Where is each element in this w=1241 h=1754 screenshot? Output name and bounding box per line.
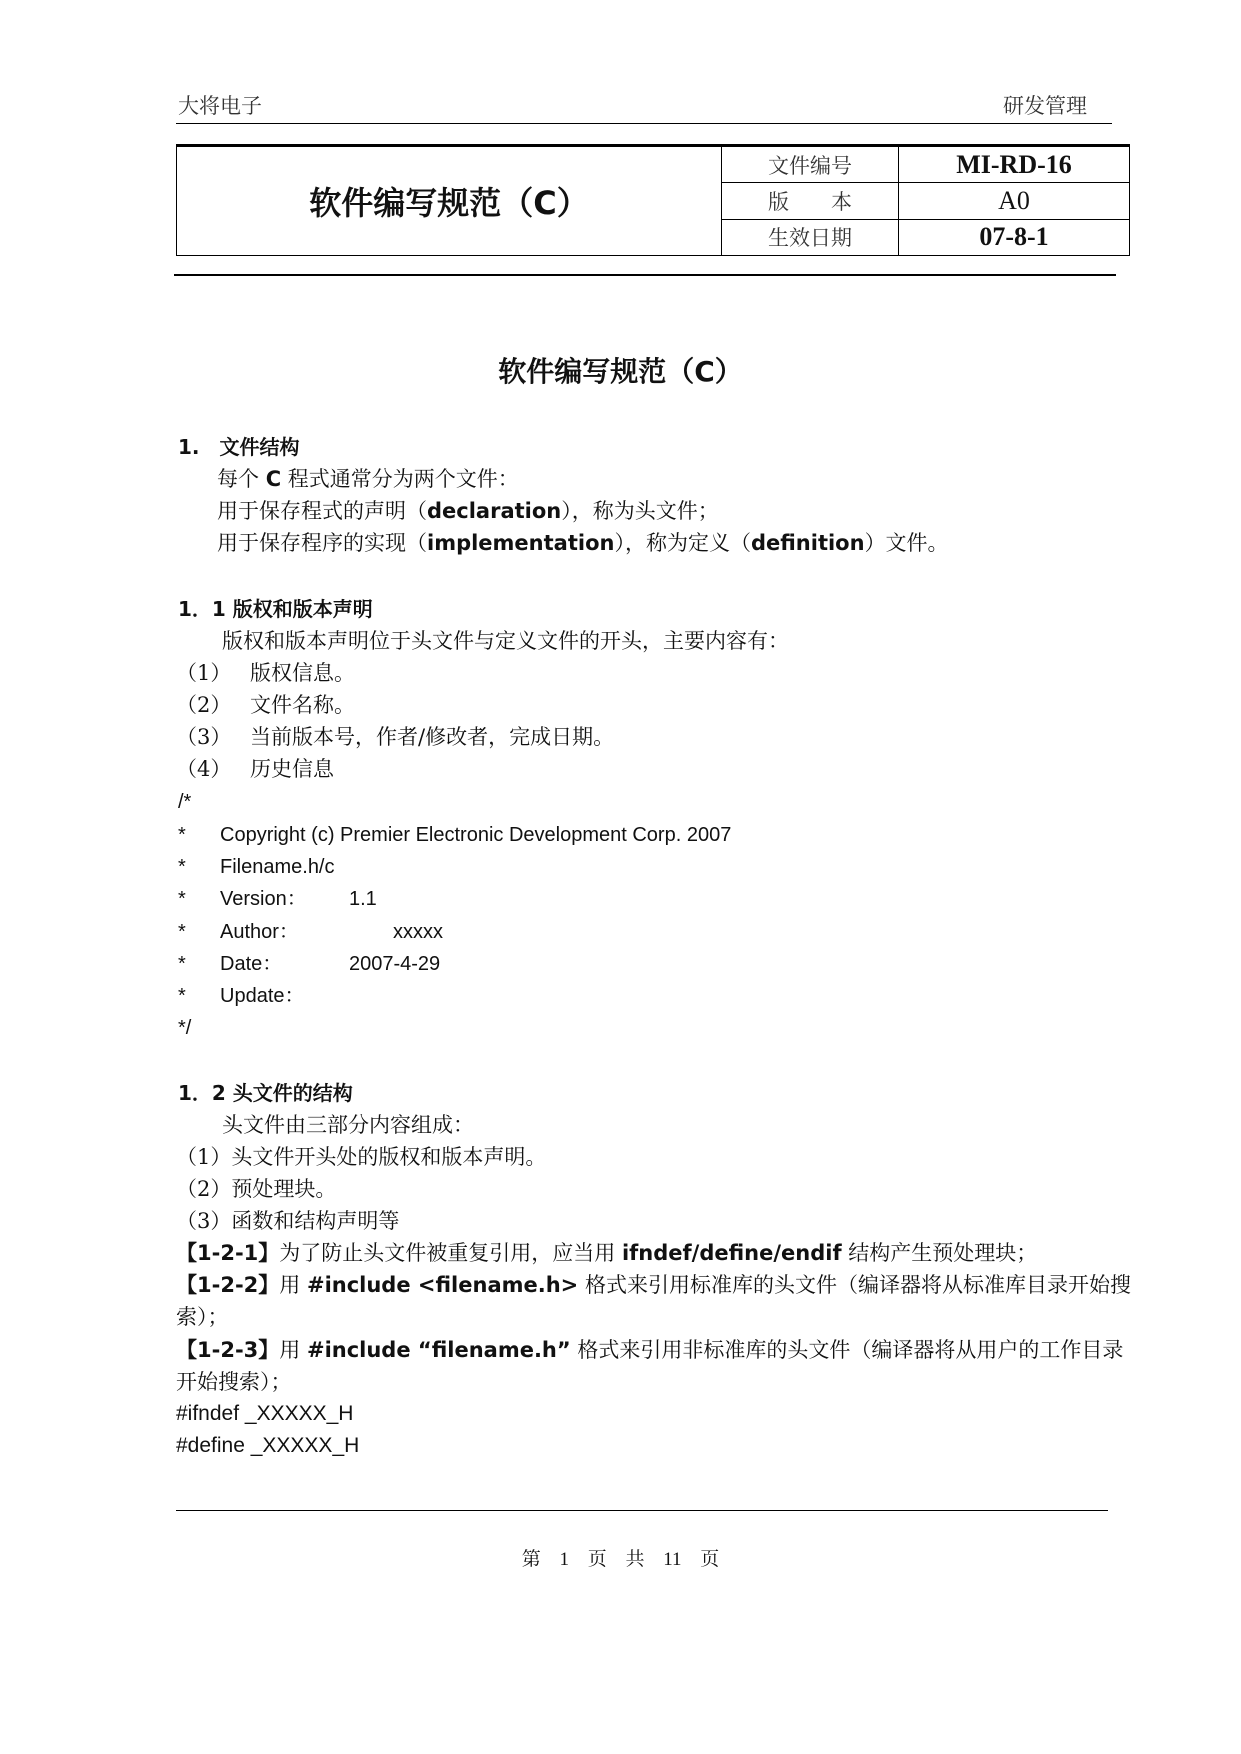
list-item: （1）头文件开头处的版权和版本声明。 (176, 1145, 547, 1169)
code-line: * Version： 1.1 (178, 888, 377, 910)
macro-line-ifndef: #ifndef _XXXXX_H (176, 1402, 354, 1425)
code-comment-close: */ (178, 1017, 192, 1039)
header-company: 大将电子 (178, 94, 262, 118)
effective-date-value: 07-8-1 (899, 219, 1130, 255)
code-comment-open: /* (178, 791, 192, 813)
section-1-line-1: 每个 C 程式通常分为两个文件： (217, 467, 519, 491)
footer-rule (176, 1510, 1108, 1511)
rule-1-2-3-continuation: 开始搜索）； (176, 1370, 292, 1394)
code-line: * Filename.h/c (178, 856, 335, 878)
table-bottom-rule (174, 274, 1116, 276)
list-item: （2）预处理块。 (176, 1177, 337, 1201)
rule-1-2-3: 【1-2-3】用 #include “filename.h” 格式来引用非标准库的头文件（编译器将从用户的工作目录 (176, 1338, 1124, 1362)
section-1-2-intro: 头文件由三部分内容组成： (222, 1113, 474, 1137)
section-1-heading: 1. 文件结构 (178, 435, 300, 459)
section-1-line-3: 用于保存程序的实现（implementation），称为定义（definition）文件。 (217, 531, 949, 555)
rule-1-2-1: 【1-2-1】为了防止头文件被重复引用，应当用 ifndef/define/endif 结构产生预处理块； (176, 1241, 1038, 1265)
section-1-line-2: 用于保存程式的声明（declaration），称为头文件； (217, 499, 719, 523)
list-item: （3） 当前版本号，作者/修改者，完成日期。 (176, 725, 615, 749)
version-value: A0 (899, 183, 1130, 219)
code-line: * Author： xxxxx (178, 921, 443, 943)
effective-date-label: 生效日期 (722, 219, 899, 255)
list-item: （4） 历史信息 (176, 757, 334, 781)
list-item: （2） 文件名称。 (176, 693, 355, 717)
code-line: * Copyright (c) Premier Electronic Development Corp. 2007 (178, 824, 732, 846)
version-label: 版 本 (722, 183, 899, 219)
code-line: * Date： 2007-4-29 (178, 953, 441, 975)
page-number: 第 1 页 共 11 页 (521, 1549, 720, 1570)
doc-number-label: 文件编号 (722, 147, 899, 183)
header-department: 研发管理 (1003, 94, 1087, 118)
section-1-2-heading: 1．2 头文件的结构 (178, 1081, 353, 1105)
table-title: 软件编写规范（C） (177, 147, 722, 256)
doc-number-value: MI-RD-16 (899, 147, 1130, 183)
header-rule (176, 123, 1112, 124)
list-item: （1） 版权信息。 (176, 661, 355, 685)
document-title: 软件编写规范（C） (498, 355, 743, 388)
code-line: * Update： (178, 985, 305, 1007)
rule-1-2-2: 【1-2-2】用 #include <filename.h> 格式来引用标准库的头文件（编译器将从标准库目录开始搜 (176, 1273, 1131, 1297)
section-1-1-intro: 版权和版本声明位于头文件与定义文件的开头，主要内容有： (222, 629, 789, 653)
document-info-table (176, 146, 1130, 256)
list-item: （3）函数和结构声明等 (176, 1209, 400, 1233)
macro-line-define: #define _XXXXX_H (176, 1434, 360, 1457)
rule-1-2-2-continuation: 索）； (176, 1305, 229, 1329)
section-1-1-heading: 1．1 版权和版本声明 (178, 597, 373, 621)
